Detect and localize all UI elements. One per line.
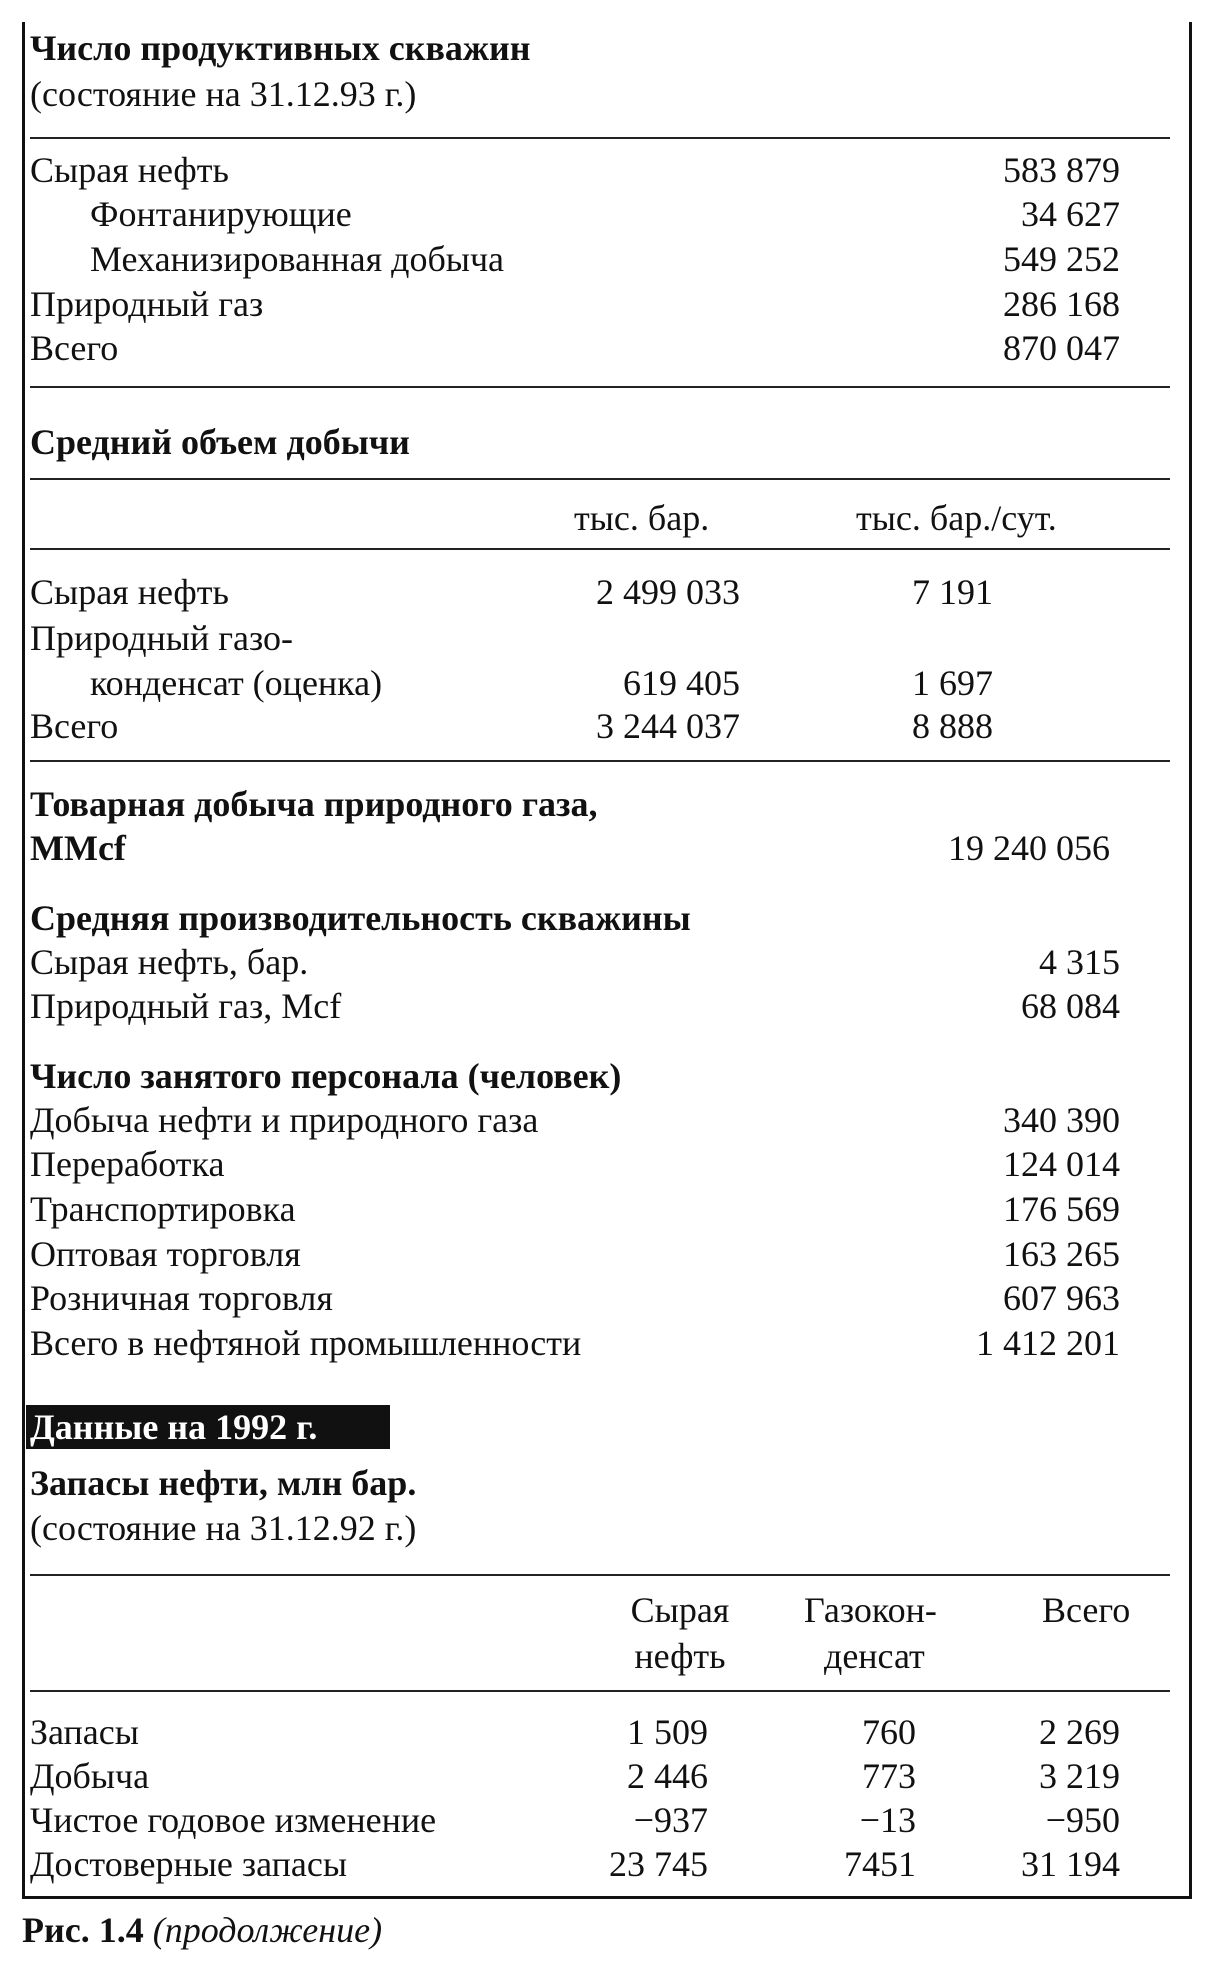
list-item-value: 870 047 <box>1003 328 1120 368</box>
list-item-label: Природный газ <box>30 284 264 324</box>
table-cell: −937 <box>633 1800 708 1840</box>
list-item-label: Транспортировка <box>30 1189 296 1229</box>
divider <box>30 386 1170 388</box>
divider <box>30 478 1170 480</box>
table-cell: 7451 <box>844 1844 916 1884</box>
table-cell: 3 244 037 <box>596 706 740 746</box>
divider <box>30 1574 1170 1576</box>
table-cell: 1 509 <box>627 1712 708 1752</box>
table-row-label: Чистое годовое изменение <box>30 1800 437 1840</box>
gas-title-line1: Товарная добыча природного газа, <box>30 784 598 824</box>
table-row-label: Природный газо- <box>30 618 294 658</box>
table-cell: 31 194 <box>1021 1844 1120 1884</box>
list-item-value: 340 390 <box>1003 1100 1120 1140</box>
column-header: Газокон- <box>804 1590 937 1630</box>
production-title: Средний объем добычи <box>30 422 410 462</box>
list-item-value: 124 014 <box>1003 1144 1120 1184</box>
table-row-label: Всего <box>30 706 119 746</box>
table-cell: 7 191 <box>912 572 993 612</box>
banner-text: Данные на 1992 г. <box>30 1407 318 1447</box>
table-row-label: Достоверные запасы <box>30 1844 348 1884</box>
banner-1992 <box>26 1405 390 1449</box>
wells-title: Число продуктивных скважин <box>30 28 531 68</box>
list-item-value: 68 084 <box>1021 986 1120 1026</box>
table-cell: −950 <box>1045 1800 1120 1840</box>
column-header: Всего <box>1042 1590 1131 1630</box>
gas-title-line2: MMcf <box>30 828 126 868</box>
figure-caption <box>22 1912 382 1948</box>
table-row-label: конденсат (оценка) <box>90 663 383 703</box>
table-cell: −13 <box>859 1800 916 1840</box>
divider <box>30 760 1170 762</box>
list-item-label: Природный газ, Mcf <box>30 986 342 1026</box>
list-item-label: Всего в нефтяной промышленности <box>30 1323 582 1363</box>
list-item-label: Сырая нефть, бар. <box>30 942 309 982</box>
reserves-subtitle: (состояние на 31.12.92 г.) <box>30 1508 417 1548</box>
table-cell: 760 <box>862 1712 916 1752</box>
column-header: тыс. бар. <box>574 498 710 538</box>
list-item-value: 286 168 <box>1003 284 1120 324</box>
divider <box>30 548 1170 550</box>
list-item-label: Механизированная добыча <box>90 239 505 279</box>
list-item-value: 1 412 201 <box>976 1323 1120 1363</box>
list-item-label: Розничная торговля <box>30 1278 333 1318</box>
column-header: тыс. бар./сут. <box>856 498 1057 538</box>
figure-label: Рис. 1.4 <box>22 1910 144 1950</box>
table-cell: 8 888 <box>912 706 993 746</box>
divider <box>30 137 1170 139</box>
table-cell: 619 405 <box>623 663 740 703</box>
figure-note: (продолжение) <box>152 1910 383 1950</box>
list-item-label: Фонтанирующие <box>90 194 352 234</box>
list-item-value: 583 879 <box>1003 150 1120 190</box>
table-row-label: Запасы <box>30 1712 139 1752</box>
list-item-value: 34 627 <box>1021 194 1120 234</box>
reserves-title: Запасы нефти, млн бар. <box>30 1463 417 1503</box>
list-item-value: 163 265 <box>1003 1234 1120 1274</box>
productivity-title: Средняя производительность скважины <box>30 898 691 938</box>
gas-value: 19 240 056 <box>948 828 1110 868</box>
table-cell: 2 499 033 <box>596 572 740 612</box>
table-cell: 2 269 <box>1039 1712 1120 1752</box>
column-header: денсат <box>824 1636 925 1676</box>
list-item-value: 607 963 <box>1003 1278 1120 1318</box>
list-item-label: Добыча нефти и природного газа <box>30 1100 539 1140</box>
list-item-label: Оптовая торговля <box>30 1234 301 1274</box>
list-item-label: Всего <box>30 328 119 368</box>
column-header: Сырая <box>630 1590 730 1630</box>
table-cell: 2 446 <box>627 1756 708 1796</box>
table-cell: 23 745 <box>609 1844 708 1884</box>
wells-subtitle: (состояние на 31.12.93 г.) <box>30 74 417 114</box>
table-cell: 3 219 <box>1039 1756 1120 1796</box>
list-item-label: Переработка <box>30 1144 225 1184</box>
staff-title: Число занятого персонала (человек) <box>30 1056 622 1096</box>
list-item-value: 4 315 <box>1039 942 1120 982</box>
table-row-label: Сырая нефть <box>30 572 229 612</box>
table-row-label: Добыча <box>30 1756 150 1796</box>
column-header: нефть <box>634 1636 726 1676</box>
list-item-value: 176 569 <box>1003 1189 1120 1229</box>
divider <box>30 1690 1170 1692</box>
table-cell: 773 <box>862 1756 916 1796</box>
list-item-label: Сырая нефть <box>30 150 229 190</box>
list-item-value: 549 252 <box>1003 239 1120 279</box>
table-cell: 1 697 <box>912 663 993 703</box>
